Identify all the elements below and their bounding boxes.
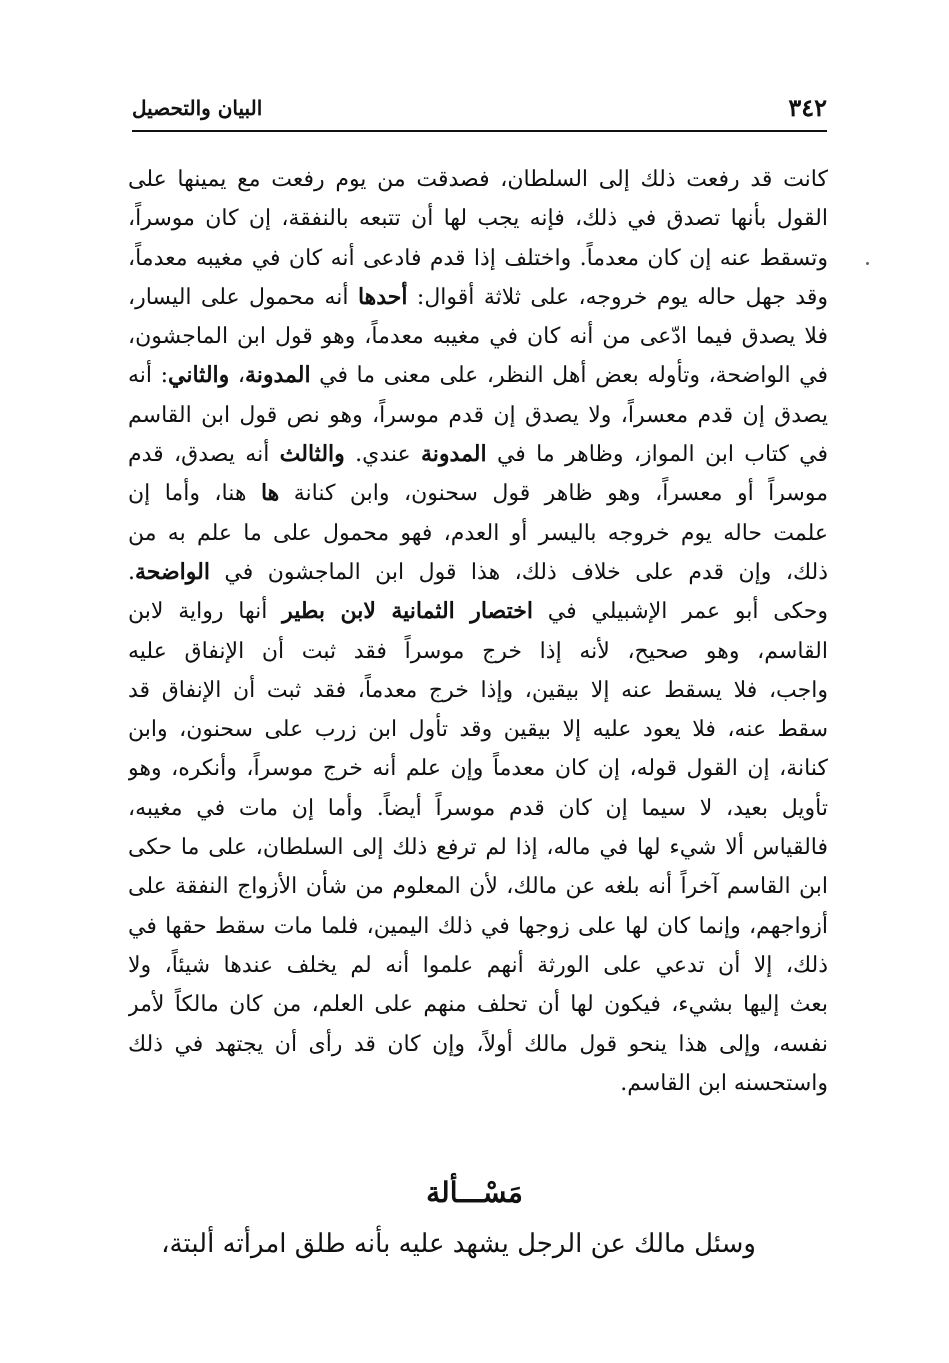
text-line (128, 710, 828, 749)
text-segment: القول بأنها تصدق في ذلك، فإنه يجب لها أن تتبعه بالنفقة، إن كان موسراً، (128, 206, 828, 232)
text-line (128, 396, 828, 435)
text-segment: هنا، وأما إن (128, 481, 261, 507)
text-line (128, 907, 828, 946)
text-segment: فالقياس ألا شيء لها في ماله، إذا لم ترفع ذلك إلى السلطان، على ما حكى (128, 835, 828, 861)
bold-term: المدونة (244, 362, 311, 389)
text-line (128, 1025, 828, 1064)
text-segment: وتسقط عنه إن كان معدماً. واختلف إذا قدم فادعى أنه كان في مغيبه معدماً، (128, 245, 828, 271)
page-header (132, 92, 827, 124)
text-segment: كنانة، إن القول قوله، إن كان معدماً وإن علم أنه خرج موسراً، وأنكره، وهو (128, 756, 828, 782)
text-line (128, 514, 828, 553)
header-rule (132, 130, 827, 132)
text-segment: ، (229, 363, 245, 389)
text-line (128, 1064, 828, 1103)
text-segment: أنها رواية لابن (128, 599, 283, 625)
bold-term: والثاني (168, 362, 230, 389)
text-line (128, 632, 828, 671)
running-title: البيان والتحصيل (132, 96, 263, 120)
closing-line: وسئل مالك عن الرجل يشهد عليه بأنه طلق امرأته ألبتة، (161, 1229, 756, 1259)
bold-term: ها (260, 480, 280, 507)
text-line (128, 199, 828, 238)
bold-term: الواضحة (135, 558, 210, 585)
text-segment: في الواضحة، وتأوله بعض أهل النظر، على معنى ما في (310, 363, 828, 389)
bold-term: اختصار الثمانية لابن بطير (282, 598, 533, 625)
text-line (128, 867, 828, 906)
text-segment: سقط عنه، فلا يعود عليه إلا بيقين وقد تأول ابن زرب على سحنون، وابن (128, 717, 828, 743)
text-line (128, 435, 828, 474)
text-line (128, 474, 828, 513)
text-segment: ذلك، وإن قدم على خلاف ذلك، هذا قول ابن الماجشون في (209, 559, 828, 585)
text-line (128, 278, 828, 317)
text-segment: بعث إليها بشيء، فيكون لها أن تحلف منهم على العلم، من كان مالكاً لأمر (128, 992, 828, 1018)
text-segment: عندي. (344, 442, 421, 468)
text-segment: كانت قد رفعت ذلك إلى السلطان، فصدقت من يوم رفعت مع يمينها على (128, 167, 828, 192)
text-segment: وقد جهل حاله يوم خروجه، على ثلاثة أقوال: (407, 284, 828, 310)
text-segment: موسراً أو معسراً، وهو ظاهر قول سحنون، وابن كنانة (279, 481, 828, 507)
text-segment: القاسم، وهو صحيح، لأنه إذا خرج موسراً فقد ثبت أن الإنفاق عليه (128, 638, 828, 664)
text-segment: واجب، فلا يسقط عنه إلا بيقين، وإذا خرج معدماً، فقد ثبت أن الإنفاق قد (128, 677, 828, 703)
text-segment: : أنه (128, 363, 169, 389)
bold-term: والثالث (279, 441, 345, 468)
text-line (128, 946, 828, 985)
bold-term: أحدها (357, 283, 408, 310)
text-segment: وحكى أبو عمر الإشبيلي في (532, 599, 828, 625)
text-line (128, 160, 828, 199)
body-text (128, 160, 828, 1103)
text-segment: أزواجهم، وإنما كان لها على زوجها في ذلك اليمين، فلما مات سقط حقها في (128, 913, 828, 939)
margin-speck (866, 262, 869, 265)
page-number: ٣٤٢ (788, 93, 827, 122)
text-line (128, 239, 828, 278)
text-line (128, 828, 828, 867)
text-segment: أنه يصدق، قدم (128, 442, 280, 468)
text-segment: واستحسنه ابن القاسم. (620, 1070, 828, 1096)
text-line (128, 749, 828, 788)
text-segment: علمت حاله يوم خروجه باليسر أو العدم، فهو محمول على ما علم به من (128, 520, 828, 546)
bold-term: المدونة (420, 441, 487, 468)
text-segment: يصدق إن قدم معسراً، ولا يصدق إن قدم موسراً، وهو نص قول ابن القاسم (128, 402, 828, 428)
text-segment: ابن القاسم آخراً أنه بلغه عن مالك، لأن المعلوم من شأن الأزواج النفقة على (128, 874, 828, 900)
text-segment: تأويل بعيد، لا سيما إن كان قدم موسراً أيضاً. وأما إن مات في مغيبه، (128, 795, 828, 821)
text-line (128, 553, 828, 592)
text-line (128, 317, 828, 356)
text-line (128, 592, 828, 631)
text-segment: . (128, 559, 135, 585)
text-segment: ذلك، إلا أن تدعي على الورثة أنهم علموا أنه لم يخلف عندها شيئاً، ولا (128, 952, 828, 978)
section-heading: مَسْـــألة (426, 1176, 523, 1209)
text-line (128, 671, 828, 710)
text-line (128, 356, 828, 395)
text-segment: أنه محمول على اليسار، (128, 284, 358, 310)
text-line (128, 789, 828, 828)
text-line (128, 985, 828, 1024)
text-segment: نفسه، وإلى هذا ينحو قول مالك أولاً، وإن كان قد رأى أن يجتهد في ذلك (128, 1031, 828, 1057)
text-segment: فلا يصدق فيما ادّعى من أنه كان في مغيبه معدماً، وهو قول ابن الماجشون، (128, 324, 828, 350)
text-segment: في كتاب ابن المواز، وظاهر ما في (486, 442, 828, 468)
